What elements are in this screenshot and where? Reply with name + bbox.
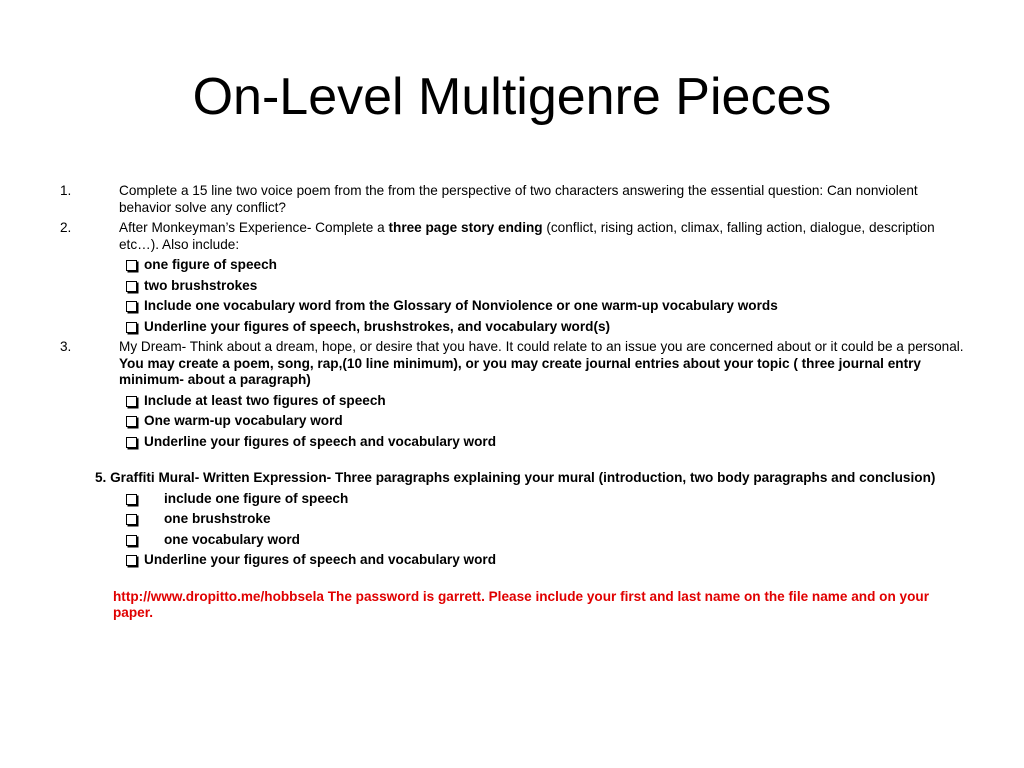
checklist-item: [60, 278, 970, 295]
checklist-text: one brushstroke: [164, 511, 271, 526]
checkbox-icon: [126, 260, 137, 271]
checkbox-icon: [126, 555, 137, 566]
checklist-item: [60, 319, 970, 336]
item-number: 1.: [60, 183, 72, 198]
item-text-bold: You may create a poem, song, rap,(10 line minimum), or you may create journal entries about your topic ( three journal entry minimum- about a paragraph): [119, 355, 921, 387]
mural-heading: 5. Graffiti Mural- Written Expression- Three paragraphs explaining your mural (introduction, two body paragraphs and conclusion): [95, 470, 936, 485]
checkbox-icon: [126, 322, 137, 333]
checklist-item: [60, 413, 970, 430]
checkbox-icon: [126, 396, 137, 407]
item-text-after: (conflict, rising action, climax, falling action, dialogue, description etc…). Also include:: [119, 220, 935, 252]
checklist-text: Underline your figures of speech and vocabulary word: [144, 433, 497, 449]
checkbox-icon: [126, 301, 137, 312]
checklist-item: [60, 434, 970, 451]
checklist-item: [60, 511, 970, 528]
checklist-text: Include one vocabulary word from the Glossary of Nonviolence or one warm-up vocabulary words: [144, 298, 778, 313]
checkbox-icon: [126, 437, 137, 448]
slide-title: On-Level Multigenre Pieces: [192, 68, 832, 126]
checklist-text: Underline your figures of speech and vocabulary word: [144, 552, 497, 567]
submission-note: http://www.dropitto.me/hobbsela The password is garrett. Please include your first and last name on the file name and on your paper.: [113, 588, 930, 620]
numbered-item-2: [60, 220, 970, 253]
item-number: 2.: [60, 220, 72, 235]
checklist-text: two brushstrokes: [144, 277, 258, 293]
checkbox-icon: [126, 535, 137, 546]
checklist-text: one figure of speech: [144, 257, 277, 272]
item-number: 3.: [60, 339, 72, 354]
checkbox-icon: [126, 416, 137, 427]
checkbox-icon: [126, 494, 137, 505]
slide-content: [60, 183, 970, 622]
checklist-item: [60, 491, 970, 508]
checklist-text: include one figure of speech: [164, 490, 349, 506]
item-text-bold: three page story ending: [388, 220, 543, 235]
checklist-text: One warm-up vocabulary word: [144, 413, 343, 428]
checklist-item: [60, 393, 970, 410]
checklist-text: Underline your figures of speech, brushstrokes, and vocabulary word(s): [144, 318, 611, 334]
numbered-item-3: [60, 339, 970, 389]
checkbox-icon: [126, 514, 137, 525]
item-text-before: After Monkeyman’s Experience- Complete a: [119, 220, 389, 235]
item-text-before: My Dream- Think about a dream, hope, or desire that you have. It could relate to an issue you are concerned about or it could be a personal.: [119, 339, 964, 354]
checkbox-icon: [126, 281, 137, 292]
checklist-item: [60, 257, 970, 274]
checklist-item: [60, 532, 970, 549]
checklist-item: [60, 298, 970, 315]
checklist-text: one vocabulary word: [164, 531, 300, 547]
numbered-item-1: [60, 183, 970, 216]
checklist-item: [60, 552, 970, 569]
item-text: Complete a 15 line two voice poem from the from the perspective of two characters answering the essential question: Can nonviolent behavior solve any conflict?: [119, 183, 918, 215]
checklist-text: Include at least two figures of speech: [144, 392, 386, 408]
